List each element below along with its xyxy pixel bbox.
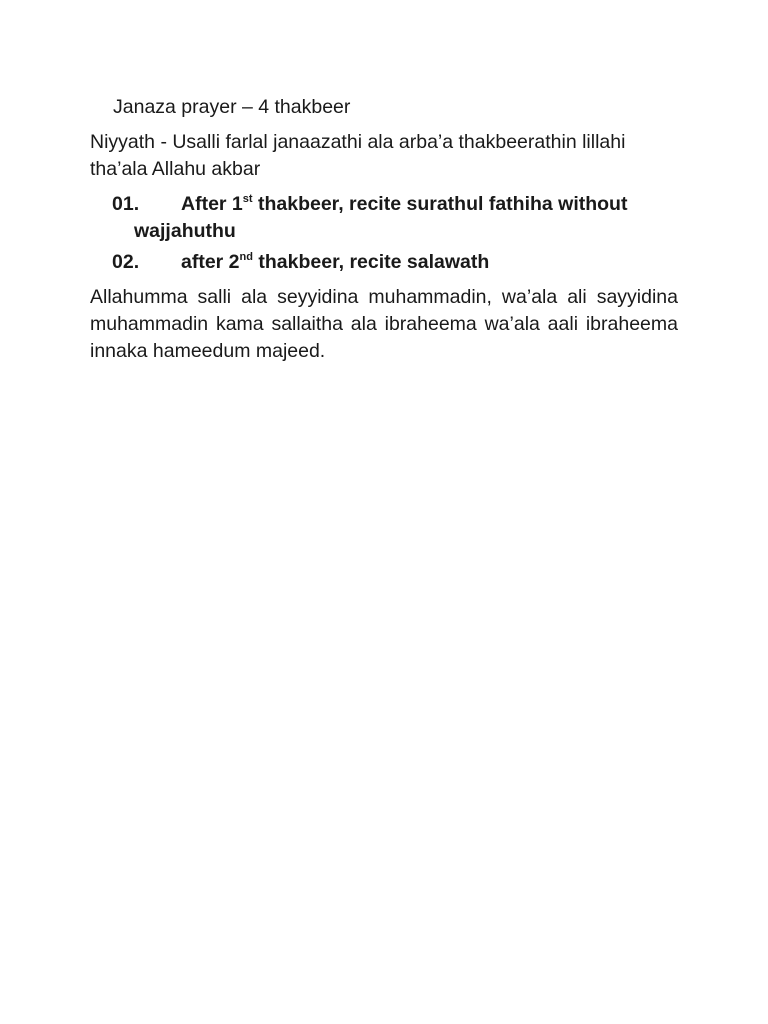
step-line [134,249,678,276]
step-ordinal-suffix: st [242,192,253,205]
document-body [90,94,678,373]
step-ordinal-suffix: nd [239,250,253,263]
step-number: 01. [112,193,140,215]
step-line [134,191,678,218]
document-title: Janaza prayer – 4 thakbeer [113,96,351,118]
steps-list [90,191,678,276]
step-text: thakbeer, recite salawath [252,251,490,273]
step-prefix: after 2 [181,251,240,273]
niyyath-paragraph: Niyyath - Usalli farlal janaazathi ala arba’a thakbeerathin lillahi tha’ala Allahu akbar [90,131,626,180]
list-item [90,191,678,245]
list-item [90,249,678,276]
step-continuation: wajjahuthu [134,220,236,242]
step-prefix: After 1 [181,193,243,215]
step-number: 02. [112,251,140,273]
salawath-paragraph: Allahumma salli ala seyyidina muhammadin, wa’ala ali sayyidina muhammadin kama sallaitha ala ibraheema wa’ala aali ibraheema innaka hameedum majeed. [90,286,678,362]
step-text: thakbeer, recite surathul fathiha without [252,193,628,215]
